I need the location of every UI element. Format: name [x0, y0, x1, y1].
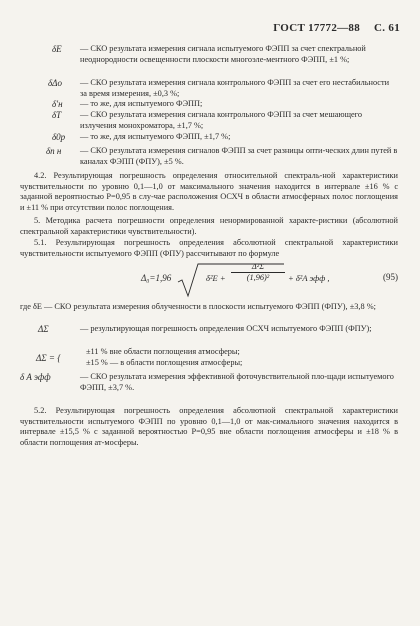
equation-term-2: + δ²A эфф , [288, 273, 330, 283]
symbol-delta-t: δT [52, 110, 62, 120]
equation-lhs: Δ₀=1,96 [141, 273, 172, 283]
symbol-delta-p: δ0р [52, 132, 66, 142]
paragraph-5-1: 5.1. Результирующая погрешность определения абсолютной спектральной характеристики чувствительности испытуемого ФЭПП (ФПУ) рассчитывают по формуле [20, 238, 398, 258]
definition-delta-aeff: — СКО результата измерения эффективной фоточувствительной пло-щади испытуемого ФЭПП, ±3,7 %. [80, 372, 394, 392]
definition-delta-e: — СКО результата измерения сигнала испытуемого ФЭПП за счет спектральной неоднородности освещенности плоскости многоэле-ментного ФЭПП, ±1 %; [80, 44, 366, 64]
symbol-delta-e: δE [52, 44, 62, 54]
symbol-delta-do: δΔо [48, 78, 62, 88]
paragraph-4-2: 4.2. Результирующая погрешность определения относительной спектраль-ной характеристики чувствительности по уровню 0,1—1,0 от максимального значения находится в интервале ±16 % с заданной вероятностью P=0,95 в слу-чае расположения ОСХЧ в области атмосферных полос поглощения и ±11 % при отсутствии полос поглощения. [20, 171, 398, 212]
definition-delta-n: — то же, для испытуемого ФЭПП; [80, 99, 203, 108]
symbol-delta-sigma-eq: ΔΣ = { [36, 353, 61, 363]
fraction-numerator: Δ²Σ [231, 262, 285, 273]
definition-delta-t: — СКО результата измерения сигнала контрольного ФЭПП за счет мешающего излучения монохроматора, ±1,7 %; [80, 110, 363, 130]
equation-term-1: δ²E + [206, 273, 226, 283]
equation-number: (95) [383, 272, 398, 282]
definition-delta-do: — СКО результата измерения сигнала контрольного ФЭПП за счет его нестабильности за время измерения, ±0,3 %; [80, 78, 390, 98]
definition-delta-p: — то же, для испытуемого ФЭПП, ±1,7 %; [80, 132, 231, 141]
page-header [273, 22, 400, 34]
delta-sigma-case-a: ±11 % вне области поглощения атмосферы; [86, 347, 240, 356]
definition-delta-pn: — СКО результата измерения сигналов ФЭПП за счет разницы опти-ческих длин путей в каналах ФЭПП (ФПУ), ±5 %. [80, 146, 398, 166]
paragraph-5-2: 5.2. Результирующая погрешность определения абсолютной спектральной характеристики чувствительности испытуемого ФЭПП по уровню 0,1—1,0 от мак-симального значения находится в интервале ±15,5 % с заданной вероятностью P=0,95 вне области поглощения атмосферы и ±18 % в области поглощения ат-мосферы. [20, 406, 398, 447]
equation-95 [0, 262, 420, 300]
fraction-denominator: (1,96)² [246, 273, 270, 282]
delta-sigma-case-b: ±15 % — в области поглощения атмосферы; [86, 358, 243, 367]
symbol-delta-pn: δп н [46, 146, 62, 156]
paragraph-5: 5. Методика расчета погрешности определения ненормированной характе-ристики (абсолютной спектральной характеристики чувствительности). [20, 216, 398, 236]
definition-delta-sigma: — результирующая погрешность определения ОСХЧ испытуемого ФЭПП (ФПУ); [80, 324, 372, 333]
header-title: ГОСТ 17772—88 [273, 22, 361, 34]
symbol-delta-aeff: δ A эфф [20, 372, 51, 382]
symbol-delta-sigma: ΔΣ [38, 324, 49, 334]
symbol-delta-n: δ'н [52, 99, 63, 109]
page-number: С. 61 [374, 22, 400, 34]
equation-fraction [231, 262, 285, 282]
where-delta-e: где δE — СКО результата измерения облученности в плоскости испытуемого ФЭПП (ФПУ), ±3,8 %; [20, 302, 376, 311]
